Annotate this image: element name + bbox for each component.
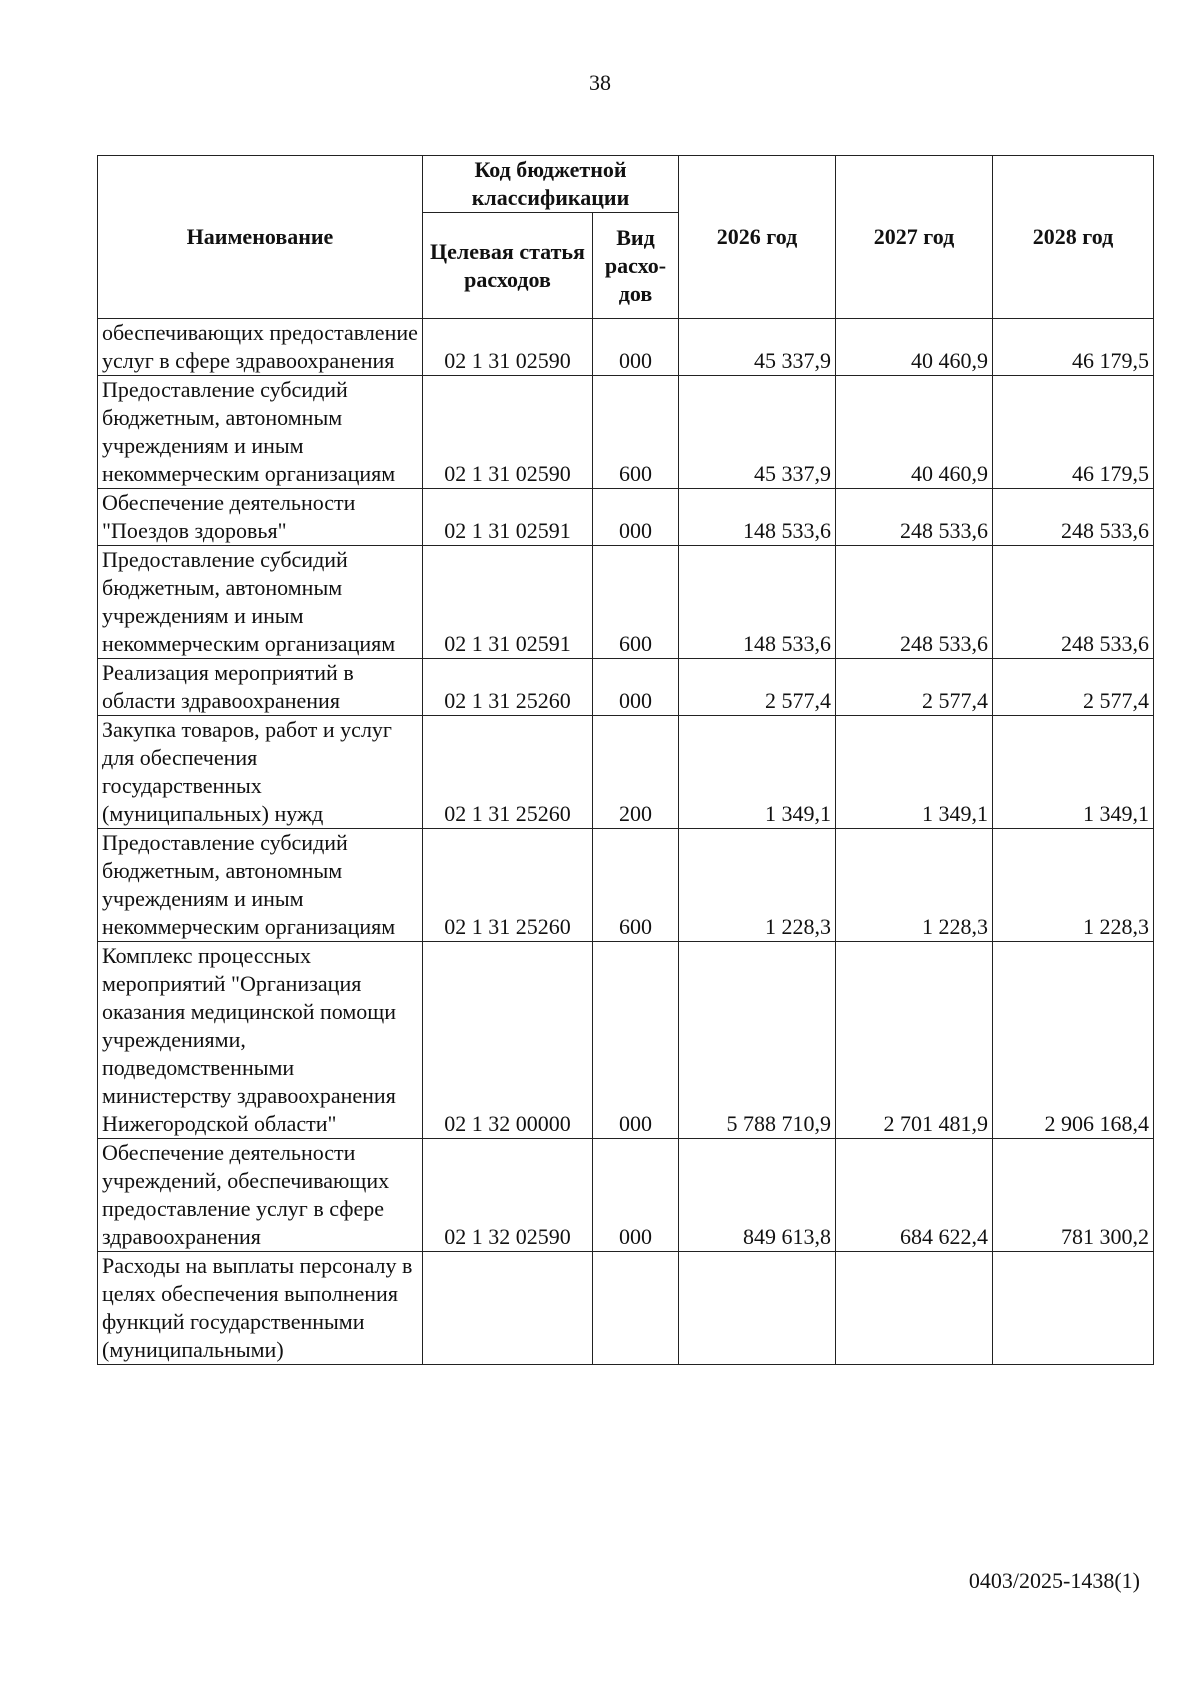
cell-year-2026: 148 533,6 bbox=[679, 546, 836, 659]
cell-year-2028: 1 349,1 bbox=[993, 716, 1154, 829]
cell-year-2027: 40 460,9 bbox=[836, 376, 993, 489]
cell-expense-type bbox=[593, 1252, 679, 1365]
cell-target-article: 02 1 31 02590 bbox=[423, 376, 593, 489]
budget-table bbox=[97, 155, 1154, 1365]
header-year-2028: 2028 год bbox=[993, 156, 1154, 319]
cell-year-2028: 1 228,3 bbox=[993, 829, 1154, 942]
cell-year-2026: 5 788 710,9 bbox=[679, 942, 836, 1139]
cell-year-2028: 2 577,4 bbox=[993, 659, 1154, 716]
cell-expense-type: 600 bbox=[593, 546, 679, 659]
table-row bbox=[98, 376, 1154, 489]
table-body bbox=[98, 319, 1154, 1365]
header-expense-type: Вид расхо-дов bbox=[593, 213, 679, 319]
cell-target-article: 02 1 31 25260 bbox=[423, 716, 593, 829]
cell-expense-type: 000 bbox=[593, 319, 679, 376]
cell-target-article: 02 1 32 02590 bbox=[423, 1139, 593, 1252]
cell-year-2028: 46 179,5 bbox=[993, 319, 1154, 376]
cell-expense-type: 600 bbox=[593, 376, 679, 489]
cell-year-2026: 1 228,3 bbox=[679, 829, 836, 942]
table-row bbox=[98, 489, 1154, 546]
cell-year-2027: 2 577,4 bbox=[836, 659, 993, 716]
table-row bbox=[98, 829, 1154, 942]
header-year-2026: 2026 год bbox=[679, 156, 836, 319]
page-number: 38 bbox=[589, 70, 611, 95]
cell-year-2026: 148 533,6 bbox=[679, 489, 836, 546]
cell-year-2026: 849 613,8 bbox=[679, 1139, 836, 1252]
cell-name: Реализация мероприятий в области здравоохранения bbox=[98, 659, 423, 716]
header-year-2027: 2027 год bbox=[836, 156, 993, 319]
cell-year-2028: 248 533,6 bbox=[993, 489, 1154, 546]
cell-name: Предоставление субсидий бюджетным, автономным учреждениям и иным некоммерческим организациям bbox=[98, 376, 423, 489]
cell-year-2028 bbox=[993, 1252, 1154, 1365]
cell-name: обеспечивающих предоставление услуг в сфере здравоохранения bbox=[98, 319, 423, 376]
cell-expense-type: 000 bbox=[593, 659, 679, 716]
cell-year-2028: 46 179,5 bbox=[993, 376, 1154, 489]
cell-year-2027: 1 228,3 bbox=[836, 829, 993, 942]
cell-expense-type: 600 bbox=[593, 829, 679, 942]
cell-year-2026: 2 577,4 bbox=[679, 659, 836, 716]
cell-name: Закупка товаров, работ и услуг для обеспечения государственных (муниципальных) нужд bbox=[98, 716, 423, 829]
cell-year-2027: 248 533,6 bbox=[836, 546, 993, 659]
cell-year-2026 bbox=[679, 1252, 836, 1365]
cell-target-article: 02 1 31 25260 bbox=[423, 659, 593, 716]
cell-expense-type: 000 bbox=[593, 489, 679, 546]
table-header bbox=[98, 156, 1154, 319]
cell-name: Расходы на выплаты персоналу в целях обеспечения выполнения функций государственными (муниципальными) bbox=[98, 1252, 423, 1365]
cell-year-2027: 2 701 481,9 bbox=[836, 942, 993, 1139]
cell-year-2028: 2 906 168,4 bbox=[993, 942, 1154, 1139]
table-row bbox=[98, 546, 1154, 659]
header-budget-code-group: Код бюджетной классификации bbox=[423, 156, 679, 213]
cell-name: Обеспечение деятельности "Поездов здоровья" bbox=[98, 489, 423, 546]
table-row bbox=[98, 659, 1154, 716]
cell-year-2028: 781 300,2 bbox=[993, 1139, 1154, 1252]
cell-name: Предоставление субсидий бюджетным, автономным учреждениям и иным некоммерческим организациям bbox=[98, 829, 423, 942]
cell-target-article: 02 1 31 02591 bbox=[423, 546, 593, 659]
cell-year-2026: 45 337,9 bbox=[679, 319, 836, 376]
table-row bbox=[98, 1252, 1154, 1365]
cell-target-article: 02 1 32 00000 bbox=[423, 942, 593, 1139]
table-row bbox=[98, 716, 1154, 829]
cell-target-article: 02 1 31 25260 bbox=[423, 829, 593, 942]
cell-expense-type: 000 bbox=[593, 1139, 679, 1252]
cell-year-2027 bbox=[836, 1252, 993, 1365]
header-name: Наименование bbox=[98, 156, 423, 319]
cell-target-article bbox=[423, 1252, 593, 1365]
cell-year-2027: 40 460,9 bbox=[836, 319, 993, 376]
cell-year-2027: 1 349,1 bbox=[836, 716, 993, 829]
cell-expense-type: 200 bbox=[593, 716, 679, 829]
table-row bbox=[98, 1139, 1154, 1252]
cell-target-article: 02 1 31 02591 bbox=[423, 489, 593, 546]
cell-name: Предоставление субсидий бюджетным, автономным учреждениям и иным некоммерческим организациям bbox=[98, 546, 423, 659]
header-target-article: Целевая статья расходов bbox=[423, 213, 593, 319]
table-row bbox=[98, 942, 1154, 1139]
document-id: 0403/2025-1438(1) bbox=[968, 1568, 1140, 1593]
cell-year-2026: 1 349,1 bbox=[679, 716, 836, 829]
cell-name: Обеспечение деятельности учреждений, обеспечивающих предоставление услуг в сфере здравоохранения bbox=[98, 1139, 423, 1252]
cell-year-2027: 248 533,6 bbox=[836, 489, 993, 546]
cell-year-2028: 248 533,6 bbox=[993, 546, 1154, 659]
cell-target-article: 02 1 31 02590 bbox=[423, 319, 593, 376]
cell-year-2026: 45 337,9 bbox=[679, 376, 836, 489]
cell-name: Комплекс процессных мероприятий "Организация оказания медицинской помощи учреждениями, подведомственными министерству здравоохранения Нижегородской области" bbox=[98, 942, 423, 1139]
cell-year-2027: 684 622,4 bbox=[836, 1139, 993, 1252]
table-row bbox=[98, 319, 1154, 376]
cell-expense-type: 000 bbox=[593, 942, 679, 1139]
